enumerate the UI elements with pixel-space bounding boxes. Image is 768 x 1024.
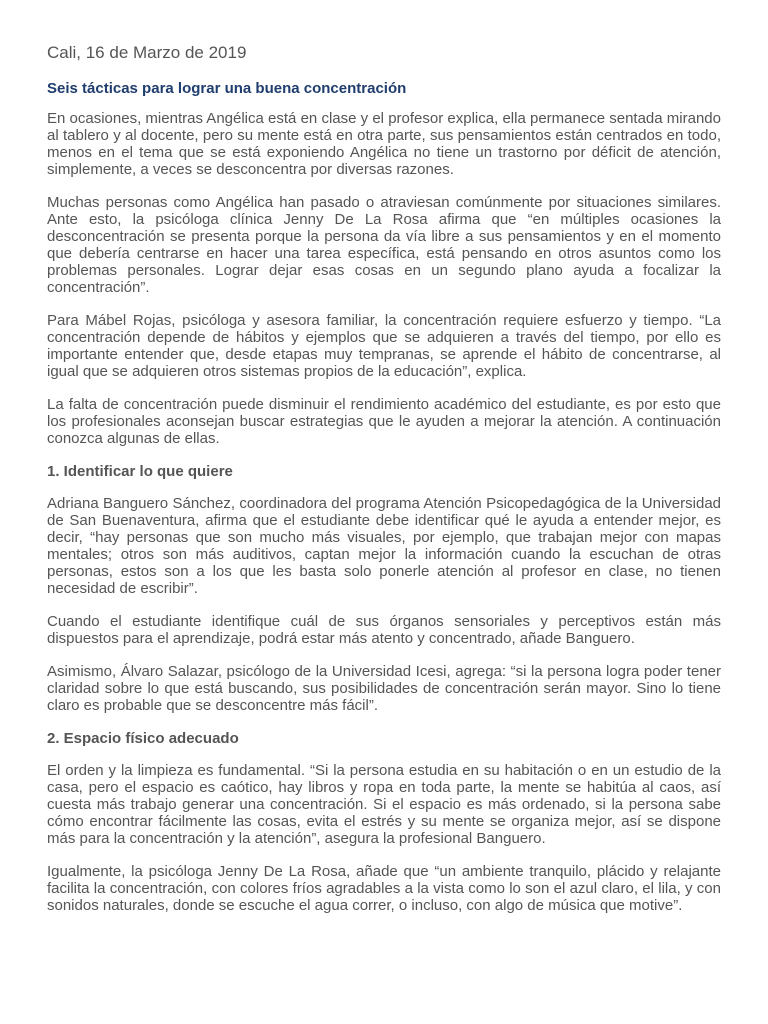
document-title: Seis tácticas para lograr una buena concentración xyxy=(47,80,407,97)
intro-paragraph-1: En ocasiones, mientras Angélica está en clase y el profesor explica, ella permanece sentada mirando al tablero y al docente, pero su mente está en otra parte, sus pensamientos están centrados en todo, menos en el tema que se está exponiendo Angélica no tiene un trastorno por déficit de atención, simplemente, a veces se desconcentra por diversas razones. xyxy=(47,110,721,178)
section-2-paragraph-1: El orden y la limpieza es fundamental. “Si la persona estudia en su habitación o en un estudio de la casa, pero el espacio es caótico, hay libros y ropa en toda parte, la mente se habitúa al caos, así cuesta más trabajo generar una concentración. Si el espacio es más ordenado, si la persona sabe cómo encontrar fácilmente las cosas, evita el estrés y su mente se organiza mejor, así se dispone más para la concentración y la atención”, asegura la profesional Banguero. xyxy=(47,762,721,847)
intro-paragraph-4: La falta de concentración puede disminuir el rendimiento académico del estudiante, es por esto que los profesionales aconsejan buscar estrategias que le ayuden a mejorar la atención. A continuación conozca algunas de ellas. xyxy=(47,396,721,447)
section-1-heading: 1. Identificar lo que quiere xyxy=(47,463,233,480)
section-2-heading: 2. Espacio físico adecuado xyxy=(47,730,239,747)
section-1-paragraph-1: Adriana Banguero Sánchez, coordinadora del programa Atención Psicopedagógica de la Universidad de San Buenaventura, afirma que el estudiante debe identificar qué le ayuda a entender mejor, es decir, “hay personas que son mucho más visuales, por ejemplo, que trabajan mejor con mapas mentales; otros son más auditivos, captan mejor la información cuando la escuchan de otras personas, estos son a los que les basta solo ponerle atención al profesor en clase, no tienen necesidad de escribir”. xyxy=(47,495,721,597)
section-1-paragraph-2: Cuando el estudiante identifique cuál de sus órganos sensoriales y perceptivos están más dispuestos para el aprendizaje, podrá estar más atento y concentrado, añade Banguero. xyxy=(47,613,721,647)
document-page xyxy=(47,42,721,930)
section-1-paragraph-3: Asimismo, Álvaro Salazar, psicólogo de la Universidad Icesi, agrega: “si la persona logra poder tener claridad sobre lo que está buscando, sus posibilidades de concentración serán mayor. Sino lo tiene claro es probable que se desconcentre más fácil”. xyxy=(47,663,721,714)
section-2-paragraph-2: Igualmente, la psicóloga Jenny De La Rosa, añade que “un ambiente tranquilo, plácido y relajante facilita la concentración, con colores fríos agradables a la vista como lo son el azul claro, el lila, y con sonidos naturales, donde se escuche el agua correr, o incluso, con algo de música que motive”. xyxy=(47,863,721,914)
intro-paragraph-2: Muchas personas como Angélica han pasado o atraviesan comúnmente por situaciones similares. Ante esto, la psicóloga clínica Jenny De La Rosa afirma que “en múltiples ocasiones la desconcentración se presenta porque la persona da vía libre a sus pensamientos y en el momento que debería centrarse en hacer una tarea específica, está pensando en otros asuntos como los problemas personales. Lograr dejar esas cosas en un segundo plano ayuda a focalizar la concentración”. xyxy=(47,194,721,296)
intro-paragraph-3: Para Mábel Rojas, psicóloga y asesora familiar, la concentración requiere esfuerzo y tiempo. “La concentración depende de hábitos y ejemplos que se adquieren a través del tiempo, por ello es importante entender que, desde etapas muy tempranas, se aprende el hábito de concentrarse, al igual que se adquieren otros sistemas propios de la educación”, explica. xyxy=(47,312,721,380)
document-date: Cali, 16 de Marzo de 2019 xyxy=(47,43,247,62)
